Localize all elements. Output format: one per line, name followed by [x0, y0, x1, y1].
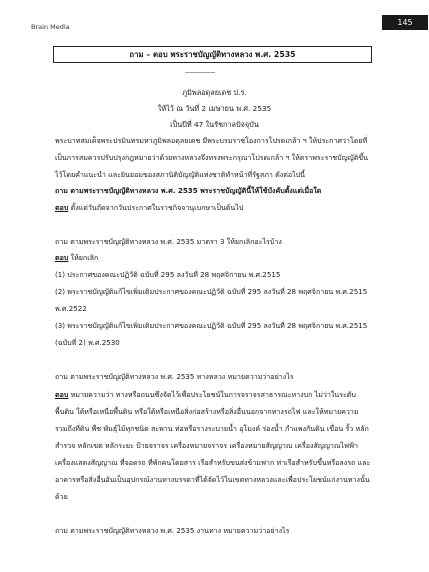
preamble-line: ไว้โดยคำแนะนำ และยินยอมของสภานิติบัญญัติแห่งชาติทำหน้าที่รัฐสภา ดังต่อไปนี้ — [55, 170, 306, 179]
king-name: ภูมิพลอดุลยเดช ป.ร. — [182, 88, 247, 97]
answer-2 — [55, 253, 98, 263]
list-item: (2) พระราชบัญญัติแก้ไขเพิ่มเติมประกาศของคณะปฏิวัติ ฉบับที่ 295 ลงวันที่ 28 พฤศจิกายน พ.ศ.2515 — [55, 287, 368, 296]
list-item: พ.ศ.2522 — [55, 304, 87, 313]
answer-line: รวมถึงที่ดิน พืช พันธุ์ไม้ทุกชนิด สะพาน ท่อหรือรางระบายน้ำ อุโมงค์ ร่องน้ำ กำแพงกันดิน เขื่อน รั้ว หลัก — [55, 424, 369, 433]
reign-year: เป็นปีที่ 47 ในรัชกาลปัจจุบัน — [170, 120, 259, 129]
list-item: (ฉบับที่ 2) พ.ศ.2530 — [55, 338, 120, 347]
question-2: ถาม ตามพระราชบัญญัติทางหลวง พ.ศ. 2535 มาตรา 3 ให้ยกเลิกอะไรบ้าง — [55, 237, 282, 246]
list-item: (1) ประกาศของคณะปฏิวัติ ฉบับที่ 295 ลงวันที่ 28 พฤศจิกายน พ.ศ.2515 — [55, 270, 281, 279]
question-3: ถาม ตามพระราชบัญญัติทางหลวง พ.ศ. 2535 ทางหลวง หมายความว่าอย่างไร — [55, 372, 294, 381]
question-1: ถาม ตามพระราชบัญญัติทางหลวง พ.ศ. 2535 พระราชบัญญัตินี้ให้ใช้บังคับตั้งแต่เมื่อใด — [55, 186, 322, 195]
title-divider: ------------------ — [185, 69, 215, 76]
document-title: ถาม – ตอบ พระราชบัญญัติทางหลวง พ.ศ. 2535 — [53, 46, 372, 63]
answer-line: เครื่องแสดงสัญญาณ ที่จอดรถ ที่พักคนโดยสาร เรือสำหรับขนส่งข้ามฟาก ท่าเรือสำหรับขึ้นหรือลงรถ และ — [55, 458, 371, 467]
answer-1 — [55, 203, 243, 213]
answer-label: ตอบ — [55, 253, 69, 262]
answer-line: พื้นดิน ใต้หรือเหนือพื้นดิน หรือใต้หรือเหนือสิ่งก่อสร้างหรือสิ่งอื่นนอกจากทางรถไฟ และให้หมายความ — [55, 407, 359, 416]
answer-text: ตั้งแต่วันถัดจากวันประกาศในราชกิจจานุเบกษาเป็นต้นไป — [68, 203, 244, 212]
answer-text: หมายความว่า ทางหรือถนนซึ่งจัดไว้เพื่อประโยชน์ในการจราจรสาธารณะทางบก ไม่ว่าในระดับ — [68, 390, 356, 399]
answer-label: ตอบ — [55, 203, 69, 212]
given-date: ให้ไว้ ณ วันที่ 2 เมษายน พ.ศ. 2535 — [157, 104, 272, 113]
answer-line: ด้วย — [55, 492, 68, 501]
answer-line: สำรวจ หลักเขต หลักระยะ ป้ายจราจร เครื่องหมายจราจร เครื่องหมายสัญญาณ เครื่องสัญญาณไฟฟ้า — [55, 441, 359, 450]
answer-text: ให้ยกเลิก — [68, 253, 99, 262]
preamble-line: พระบาทสมเด็จพระปรมินทรมหาภูมิพลอดุลยเดช มีพระบรมราชโองการโปรดเกล้า ฯ ให้ประกาศว่าโดยที่ — [55, 136, 368, 145]
list-item: (3) พระราชบัญญัติแก้ไขเพิ่มเติมประกาศของคณะปฏิวัติ ฉบับที่ 295 ลงวันที่ 28 พฤศจิกายน พ.ศ.2515 — [55, 321, 368, 330]
page-number-badge: 145 — [382, 15, 428, 30]
answer-label: ตอบ — [55, 390, 69, 399]
answer-3 — [55, 390, 356, 400]
question-4: ถาม ตามพระราชบัญญัติทางหลวง พ.ศ. 2535 งานทาง หมายความว่าอย่างไร — [55, 526, 290, 535]
header-brand: Brain Media — [31, 23, 70, 31]
answer-line: อาคารหรือสิ่งอื่นอันเป็นอุปกรณ์งานทางบรรดาที่ได้จัดไว้ในเขตทางหลวงและเพื่อประโยชน์แก่งานทางนั้น — [55, 475, 370, 484]
preamble-line: เป็นการสมควรปรับปรุงกฎหมายว่าด้วยทางหลวงจึงทรงพระกรุณาโปรดเกล้า ฯ ให้ตราพระราชบัญญัติขึ้น — [55, 153, 369, 162]
